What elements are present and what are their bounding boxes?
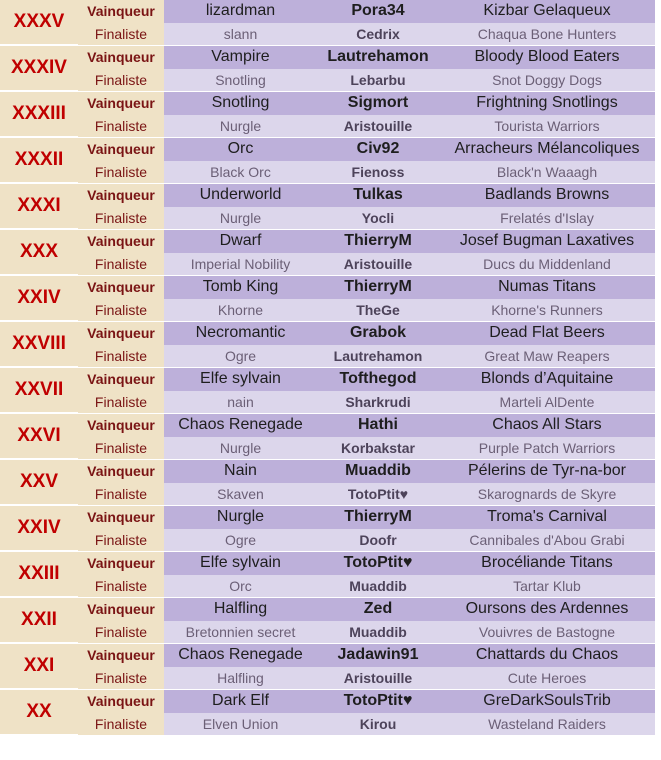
edition-block bbox=[0, 644, 661, 690]
finalist-coach: Yocli bbox=[317, 207, 439, 230]
finalist-team: Marteli AlDente bbox=[439, 391, 655, 414]
winner-coach: Tofthegod bbox=[317, 368, 439, 391]
finalist-row bbox=[78, 529, 661, 552]
finalist-race: Nurgle bbox=[164, 115, 317, 138]
winner-label: Vainqueur bbox=[78, 598, 164, 621]
finalist-row bbox=[78, 621, 661, 644]
finalist-coach: Aristouille bbox=[317, 253, 439, 276]
winner-label: Vainqueur bbox=[78, 92, 164, 115]
finalist-coach: Doofr bbox=[317, 529, 439, 552]
finalist-label: Finaliste bbox=[78, 69, 164, 92]
winner-team: Badlands Browns bbox=[439, 184, 655, 207]
finalist-team: Skarognards de Skyre bbox=[439, 483, 655, 506]
winner-coach: ThierryM bbox=[317, 276, 439, 299]
winner-row bbox=[78, 92, 661, 115]
winner-row bbox=[78, 598, 661, 621]
finalist-race: Nurgle bbox=[164, 207, 317, 230]
edition-number: XXI bbox=[0, 644, 78, 689]
finalist-row bbox=[78, 69, 661, 92]
finalist-label: Finaliste bbox=[78, 483, 164, 506]
finalist-coach: Muaddib bbox=[317, 575, 439, 598]
winner-race: Necromantic bbox=[164, 322, 317, 345]
winner-label: Vainqueur bbox=[78, 322, 164, 345]
winner-race: Halfling bbox=[164, 598, 317, 621]
winner-row bbox=[78, 506, 661, 529]
winner-coach: Zed bbox=[317, 598, 439, 621]
winner-label: Vainqueur bbox=[78, 0, 164, 23]
edition-rows bbox=[78, 552, 661, 597]
finalist-team: Wasteland Raiders bbox=[439, 713, 655, 736]
winner-coach: Hathi bbox=[317, 414, 439, 437]
edition-block bbox=[0, 552, 661, 598]
edition-rows bbox=[78, 276, 661, 321]
winner-coach: Lautrehamon bbox=[317, 46, 439, 69]
finalist-label: Finaliste bbox=[78, 345, 164, 368]
winner-row bbox=[78, 552, 661, 575]
winner-team: Chaos All Stars bbox=[439, 414, 655, 437]
winner-row bbox=[78, 460, 661, 483]
edition-block bbox=[0, 414, 661, 460]
finalist-coach: Muaddib bbox=[317, 621, 439, 644]
winner-coach: Civ92 bbox=[317, 138, 439, 161]
finalist-label: Finaliste bbox=[78, 713, 164, 736]
finalist-team: Ducs du Middenland bbox=[439, 253, 655, 276]
finalist-team: Vouivres de Bastogne bbox=[439, 621, 655, 644]
finalist-team: Cannibales d'Abou Grabi bbox=[439, 529, 655, 552]
winner-team: GreDarkSoulsTrib bbox=[439, 690, 655, 713]
winner-label: Vainqueur bbox=[78, 644, 164, 667]
finalist-race: slann bbox=[164, 23, 317, 46]
winner-label: Vainqueur bbox=[78, 552, 164, 575]
finalist-row bbox=[78, 575, 661, 598]
finalist-row bbox=[78, 713, 661, 736]
winner-race: Chaos Renegade bbox=[164, 414, 317, 437]
finalist-row bbox=[78, 437, 661, 460]
finalist-race: Nurgle bbox=[164, 437, 317, 460]
finalist-team: Great Maw Reapers bbox=[439, 345, 655, 368]
edition-rows bbox=[78, 598, 661, 643]
finalist-coach: Lebarbu bbox=[317, 69, 439, 92]
winner-race: Snotling bbox=[164, 92, 317, 115]
winner-coach: Sigmort bbox=[317, 92, 439, 115]
finalist-team: Black'n Waaagh bbox=[439, 161, 655, 184]
winner-row bbox=[78, 46, 661, 69]
winner-label: Vainqueur bbox=[78, 138, 164, 161]
finalist-label: Finaliste bbox=[78, 621, 164, 644]
edition-number: XX bbox=[0, 690, 78, 735]
winner-team: Frightning Snotlings bbox=[439, 92, 655, 115]
finalist-label: Finaliste bbox=[78, 391, 164, 414]
finalist-label: Finaliste bbox=[78, 667, 164, 690]
finalist-coach: TotoPtit♥ bbox=[317, 483, 439, 506]
finalist-team: Snot Doggy Dogs bbox=[439, 69, 655, 92]
winner-team: Blonds d’Aquitaine bbox=[439, 368, 655, 391]
finalist-coach: Cedrix bbox=[317, 23, 439, 46]
finalist-team: Cute Heroes bbox=[439, 667, 655, 690]
edition-block bbox=[0, 322, 661, 368]
finalist-race: Black Orc bbox=[164, 161, 317, 184]
finalist-coach: TheGe bbox=[317, 299, 439, 322]
finalist-row bbox=[78, 483, 661, 506]
finalist-row bbox=[78, 345, 661, 368]
edition-block bbox=[0, 0, 661, 46]
winner-race: Tomb King bbox=[164, 276, 317, 299]
finalist-row bbox=[78, 667, 661, 690]
winner-label: Vainqueur bbox=[78, 276, 164, 299]
winner-team: Dead Flat Beers bbox=[439, 322, 655, 345]
winner-row bbox=[78, 138, 661, 161]
finalist-race: Ogre bbox=[164, 529, 317, 552]
winner-coach: Muaddib bbox=[317, 460, 439, 483]
edition-block bbox=[0, 138, 661, 184]
winner-team: Troma's Carnival bbox=[439, 506, 655, 529]
finalist-label: Finaliste bbox=[78, 161, 164, 184]
winner-race: Dark Elf bbox=[164, 690, 317, 713]
winner-label: Vainqueur bbox=[78, 46, 164, 69]
finalist-race: Imperial Nobility bbox=[164, 253, 317, 276]
finalist-row bbox=[78, 253, 661, 276]
finalist-team: Purple Patch Warriors bbox=[439, 437, 655, 460]
edition-number: XXIV bbox=[0, 506, 78, 551]
finalist-label: Finaliste bbox=[78, 115, 164, 138]
finalist-coach: Sharkrudi bbox=[317, 391, 439, 414]
finalist-race: Snotling bbox=[164, 69, 317, 92]
winner-team: Numas Titans bbox=[439, 276, 655, 299]
winner-coach: Jadawin91 bbox=[317, 644, 439, 667]
finalist-row bbox=[78, 23, 661, 46]
finalist-team: Chaqua Bone Hunters bbox=[439, 23, 655, 46]
finalist-coach: Lautrehamon bbox=[317, 345, 439, 368]
edition-number: XXXI bbox=[0, 184, 78, 229]
edition-number: XXII bbox=[0, 598, 78, 643]
finalist-race: nain bbox=[164, 391, 317, 414]
edition-rows bbox=[78, 322, 661, 367]
finalist-row bbox=[78, 391, 661, 414]
edition-rows bbox=[78, 414, 661, 459]
edition-rows bbox=[78, 644, 661, 689]
winner-race: Elfe sylvain bbox=[164, 368, 317, 391]
winner-race: Vampire bbox=[164, 46, 317, 69]
finalist-coach: Fienoss bbox=[317, 161, 439, 184]
winner-coach: TotoPtit♥ bbox=[317, 552, 439, 575]
finalist-coach: Korbakstar bbox=[317, 437, 439, 460]
finalist-row bbox=[78, 161, 661, 184]
finalist-label: Finaliste bbox=[78, 575, 164, 598]
winner-row bbox=[78, 690, 661, 713]
winner-label: Vainqueur bbox=[78, 230, 164, 253]
winner-row bbox=[78, 414, 661, 437]
finalist-label: Finaliste bbox=[78, 529, 164, 552]
winner-race: Chaos Renegade bbox=[164, 644, 317, 667]
winner-coach: ThierryM bbox=[317, 230, 439, 253]
edition-rows bbox=[78, 138, 661, 183]
winner-team: Kizbar Gelaqueux bbox=[439, 0, 655, 23]
winner-coach: Pora34 bbox=[317, 0, 439, 23]
winner-race: Dwarf bbox=[164, 230, 317, 253]
winner-label: Vainqueur bbox=[78, 414, 164, 437]
winner-team: Brocéliande Titans bbox=[439, 552, 655, 575]
winner-coach: Tulkas bbox=[317, 184, 439, 207]
finalist-race: Khorne bbox=[164, 299, 317, 322]
finalist-race: Orc bbox=[164, 575, 317, 598]
edition-number: XXV bbox=[0, 460, 78, 505]
finalist-team: Frelatés d'Islay bbox=[439, 207, 655, 230]
finalist-coach: Kirou bbox=[317, 713, 439, 736]
winner-coach: TotoPtit♥ bbox=[317, 690, 439, 713]
winner-race: Orc bbox=[164, 138, 317, 161]
edition-block bbox=[0, 230, 661, 276]
finalist-row bbox=[78, 299, 661, 322]
edition-rows bbox=[78, 690, 661, 735]
edition-number: XXIII bbox=[0, 552, 78, 597]
winner-race: Underworld bbox=[164, 184, 317, 207]
winner-race: Nurgle bbox=[164, 506, 317, 529]
winner-row bbox=[78, 644, 661, 667]
winner-race: Elfe sylvain bbox=[164, 552, 317, 575]
winner-label: Vainqueur bbox=[78, 506, 164, 529]
finalist-label: Finaliste bbox=[78, 207, 164, 230]
winner-race: Nain bbox=[164, 460, 317, 483]
finalist-row bbox=[78, 207, 661, 230]
winner-row bbox=[78, 276, 661, 299]
winner-row bbox=[78, 184, 661, 207]
finalist-coach: Aristouille bbox=[317, 667, 439, 690]
winner-team: Oursons des Ardennes bbox=[439, 598, 655, 621]
edition-number: XXXIII bbox=[0, 92, 78, 137]
winner-coach: Grabok bbox=[317, 322, 439, 345]
finalist-race: Ogre bbox=[164, 345, 317, 368]
winner-coach: ThierryM bbox=[317, 506, 439, 529]
edition-block bbox=[0, 690, 661, 736]
winner-label: Vainqueur bbox=[78, 460, 164, 483]
edition-rows bbox=[78, 506, 661, 551]
finalist-race: Skaven bbox=[164, 483, 317, 506]
winner-row bbox=[78, 322, 661, 345]
finalist-team: Khorne's Runners bbox=[439, 299, 655, 322]
edition-block bbox=[0, 460, 661, 506]
edition-block bbox=[0, 506, 661, 552]
edition-block bbox=[0, 598, 661, 644]
finalist-label: Finaliste bbox=[78, 253, 164, 276]
winner-row bbox=[78, 230, 661, 253]
edition-number: XXIV bbox=[0, 276, 78, 321]
finalist-label: Finaliste bbox=[78, 23, 164, 46]
winner-label: Vainqueur bbox=[78, 184, 164, 207]
edition-block bbox=[0, 46, 661, 92]
edition-block bbox=[0, 368, 661, 414]
edition-block bbox=[0, 92, 661, 138]
winner-team: Pélerins de Tyr-na-bor bbox=[439, 460, 655, 483]
winner-race: lizardman bbox=[164, 0, 317, 23]
edition-rows bbox=[78, 230, 661, 275]
winner-team: Josef Bugman Laxatives bbox=[439, 230, 655, 253]
finalist-race: Bretonnien secret bbox=[164, 621, 317, 644]
finalist-team: Tartar Klub bbox=[439, 575, 655, 598]
finalist-row bbox=[78, 115, 661, 138]
finalist-team: Tourista Warriors bbox=[439, 115, 655, 138]
edition-number: XXVI bbox=[0, 414, 78, 459]
finalist-coach: Aristouille bbox=[317, 115, 439, 138]
winner-team: Chattards du Chaos bbox=[439, 644, 655, 667]
finalist-race: Halfling bbox=[164, 667, 317, 690]
edition-number: XXXV bbox=[0, 0, 78, 45]
edition-number: XXXIV bbox=[0, 46, 78, 91]
edition-rows bbox=[78, 46, 661, 91]
winner-label: Vainqueur bbox=[78, 690, 164, 713]
finalist-label: Finaliste bbox=[78, 299, 164, 322]
edition-rows bbox=[78, 368, 661, 413]
winner-label: Vainqueur bbox=[78, 368, 164, 391]
edition-rows bbox=[78, 92, 661, 137]
winner-team: Bloody Blood Eaters bbox=[439, 46, 655, 69]
winner-row bbox=[78, 0, 661, 23]
edition-block bbox=[0, 276, 661, 322]
finalist-label: Finaliste bbox=[78, 437, 164, 460]
edition-number: XXVIII bbox=[0, 322, 78, 367]
edition-rows bbox=[78, 0, 661, 45]
edition-rows bbox=[78, 184, 661, 229]
edition-number: XXX bbox=[0, 230, 78, 275]
winner-row bbox=[78, 368, 661, 391]
winner-team: Arracheurs Mélancoliques bbox=[439, 138, 655, 161]
finalist-race: Elven Union bbox=[164, 713, 317, 736]
edition-rows bbox=[78, 460, 661, 505]
edition-number: XXXII bbox=[0, 138, 78, 183]
edition-number: XXVII bbox=[0, 368, 78, 413]
edition-block bbox=[0, 184, 661, 230]
